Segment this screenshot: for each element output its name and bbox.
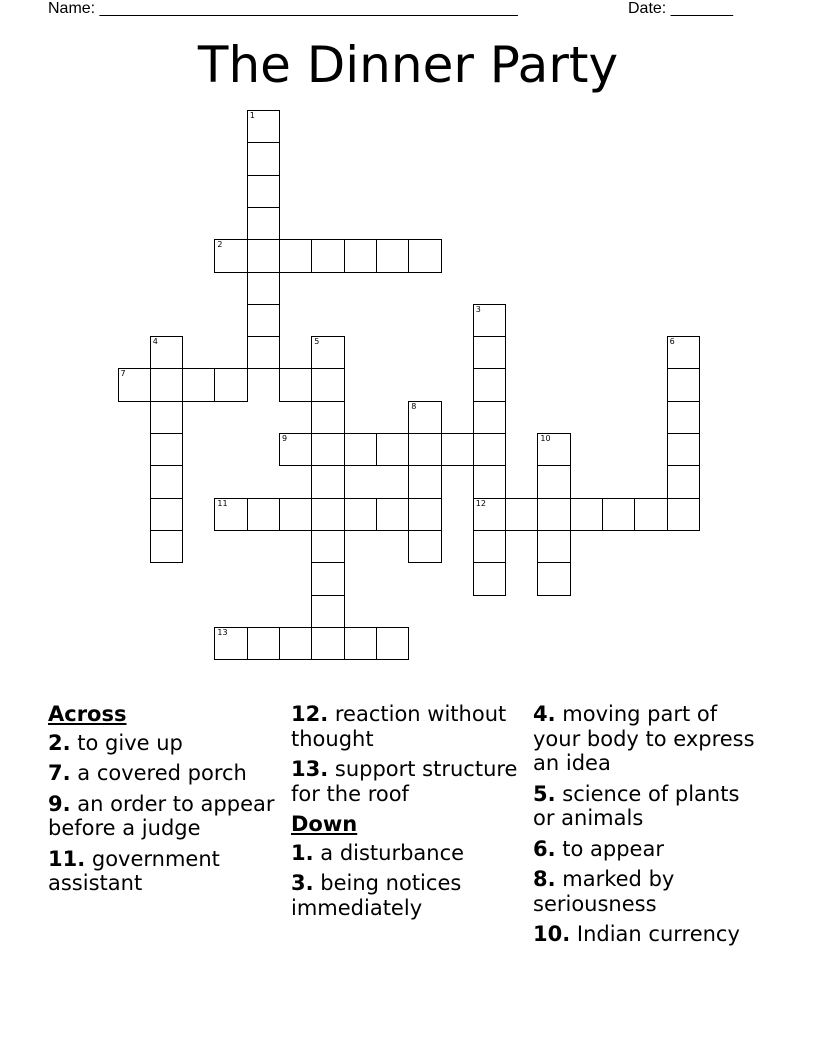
clue-number: 6. [533,836,556,861]
name-field-label: Name: _______________________________________________ [48,0,518,17]
crossword-cell[interactable] [473,465,506,498]
cell-number: 13 [217,627,228,637]
crossword-cell[interactable] [473,562,506,595]
crossword-cell[interactable] [311,498,344,531]
crossword-cell[interactable] [311,627,344,660]
cell-number: 2 [217,240,223,250]
crossword-cell[interactable] [247,627,280,660]
crossword-cell[interactable] [667,368,700,401]
crossword-cell[interactable] [505,498,538,531]
clue-number: 5. [533,781,556,806]
clue-number: 11. [48,846,86,871]
crossword-cell[interactable] [311,465,344,498]
clue-down-4 [533,702,765,776]
crossword-cell[interactable] [150,401,183,434]
crossword-cell[interactable] [311,530,344,563]
crossword-cell-12[interactable] [473,498,506,531]
clue-down-6 [533,837,765,862]
crossword-cell[interactable] [311,595,344,628]
crossword-cell-4[interactable] [150,336,183,369]
clue-number: 8. [533,867,556,891]
crossword-cell[interactable] [667,465,700,498]
crossword-cell[interactable] [150,530,183,563]
crossword-cell[interactable] [473,336,506,369]
crossword-cell[interactable] [376,498,409,531]
clue-across-11 [48,847,280,896]
clue-down-8 [533,867,765,916]
crossword-cell-11[interactable] [214,498,247,531]
clue-across-13 [291,757,523,806]
crossword-cell-1[interactable] [247,110,280,143]
crossword-cell[interactable] [537,530,570,563]
crossword-cell[interactable] [376,627,409,660]
crossword-cell[interactable] [279,498,312,531]
crossword-cell[interactable] [344,433,377,466]
crossword-cell[interactable] [311,239,344,272]
crossword-cell[interactable] [537,498,570,531]
crossword-cell[interactable] [344,239,377,272]
crossword-cell-6[interactable] [667,336,700,369]
clue-number: 10. [533,922,571,946]
crossword-cell[interactable] [408,465,441,498]
clue-text: marked by seriousness [533,867,675,916]
cell-number: 7 [120,369,126,379]
crossword-cell[interactable] [247,498,280,531]
crossword-cell[interactable] [537,465,570,498]
clue-text: a covered porch [70,761,247,785]
crossword-cell[interactable] [473,368,506,401]
crossword-cell[interactable] [441,433,474,466]
crossword-cell[interactable] [376,239,409,272]
crossword-cell-13[interactable] [214,627,247,660]
crossword-cell[interactable] [602,498,635,531]
clue-number: 12. [291,702,329,726]
cell-number: 8 [411,401,417,411]
crossword-cell[interactable] [537,562,570,595]
crossword-cell[interactable] [408,239,441,272]
clue-column-2 [291,702,523,926]
clue-text: to give up [70,730,183,755]
crossword-cell[interactable] [247,336,280,369]
crossword-cell[interactable] [279,239,312,272]
crossword-cell[interactable] [150,368,183,401]
crossword-cell[interactable] [473,401,506,434]
clue-text: reaction without thought [291,702,507,751]
crossword-cell[interactable] [247,272,280,305]
clue-text: a disturbance [313,840,465,865]
crossword-cell[interactable] [182,368,215,401]
crossword-cell[interactable] [311,562,344,595]
crossword-cell[interactable] [408,433,441,466]
clue-text: moving part of your body to express an idea [533,702,755,775]
crossword-cell[interactable] [667,401,700,434]
crossword-cell-9[interactable] [279,433,312,466]
crossword-cell[interactable] [279,368,312,401]
clue-text: government assistant [48,846,220,895]
crossword-cell-3[interactable] [473,304,506,337]
clue-number: 2. [48,730,71,755]
clue-number: 13. [291,757,329,781]
crossword-cell[interactable] [408,498,441,531]
cell-number: 5 [314,337,320,347]
crossword-cell[interactable] [473,433,506,466]
across-heading: Across [48,702,127,726]
crossword-cell[interactable] [150,498,183,531]
crossword-cell-7[interactable] [118,368,151,401]
crossword-cell[interactable] [311,433,344,466]
crossword-cell-2[interactable] [214,239,247,272]
clue-across-2 [48,731,280,756]
crossword-cell-5[interactable] [311,336,344,369]
clue-text: to appear [555,836,664,861]
clue-number: 3. [291,871,314,895]
crossword-cell[interactable] [634,498,667,531]
crossword-cell[interactable] [247,175,280,208]
crossword-cell[interactable] [376,433,409,466]
crossword-cell[interactable] [344,498,377,531]
clue-down-5 [533,782,765,831]
cell-number: 4 [152,337,158,347]
crossword-cell[interactable] [473,530,506,563]
page-title: The Dinner Party [197,36,619,94]
down-heading: Down [291,812,358,836]
crossword-cell[interactable] [247,207,280,240]
crossword-cell[interactable] [150,433,183,466]
clue-text: support structure for the roof [291,757,518,806]
clue-number: 9. [48,791,71,816]
clue-across-12 [291,702,523,751]
clue-text: Indian currency [570,922,740,946]
clue-down-10 [533,922,765,947]
cell-number: 1 [249,111,255,120]
clue-across-9 [48,792,280,841]
date-field-label: Date: _______ [628,0,733,17]
crossword-cell[interactable] [247,142,280,175]
clue-column-1 [48,702,280,902]
crossword-cell[interactable] [311,401,344,434]
crossword-cell[interactable] [344,627,377,660]
crossword-cell[interactable] [247,239,280,272]
clue-number: 1. [291,840,314,865]
clue-number: 4. [533,702,556,726]
cell-number: 11 [217,498,228,508]
crossword-cell[interactable] [570,498,603,531]
cell-number: 12 [475,498,486,508]
cell-number: 6 [669,337,675,347]
clue-text: science of plants or animals [533,781,740,830]
crossword-cell-8[interactable] [408,401,441,434]
crossword-cell-10[interactable] [537,433,570,466]
clue-column-3 [533,702,765,953]
crossword-cell[interactable] [311,368,344,401]
crossword-cell[interactable] [667,498,700,531]
clue-number: 7. [48,761,71,785]
crossword-cell[interactable] [667,433,700,466]
crossword-cell[interactable] [279,627,312,660]
clue-down-3 [291,871,523,920]
cell-number: 10 [540,434,551,443]
cell-number: 9 [282,434,288,443]
cell-number: 3 [475,304,481,314]
crossword-cell[interactable] [150,465,183,498]
crossword-cell[interactable] [214,368,247,401]
clue-text: an order to appear before a judge [48,791,275,840]
crossword-cell[interactable] [247,304,280,337]
clue-across-7 [48,761,280,786]
clue-text: being notices immediately [291,871,462,920]
clue-down-1 [291,841,523,866]
crossword-cell[interactable] [408,530,441,563]
